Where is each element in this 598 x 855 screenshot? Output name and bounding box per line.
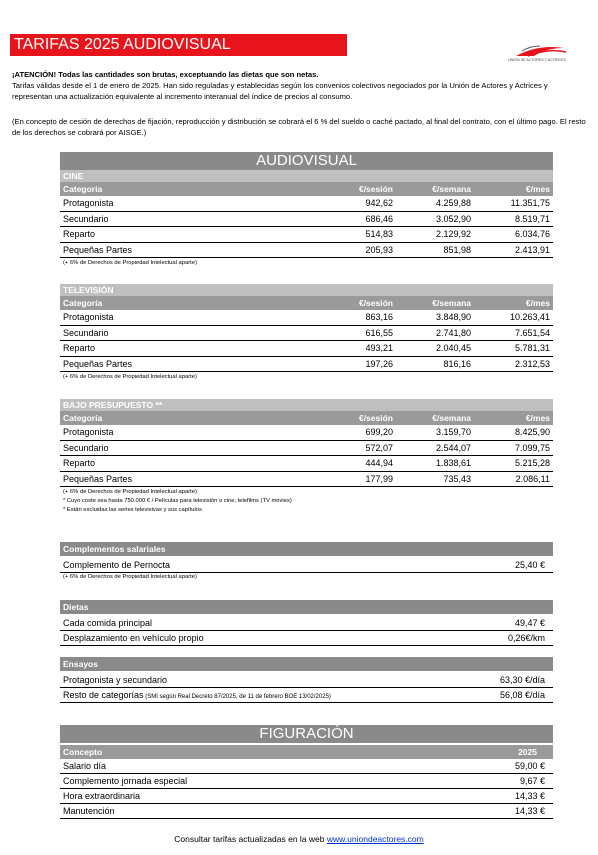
complement-label: Complemento de Pernocta	[63, 560, 171, 570]
complementos-note: (+ 6% de Derechos de Propiedad Intelectual aparte)	[63, 574, 197, 580]
page-title: TARIFAS 2025 AUDIOVISUAL	[10, 34, 347, 56]
validity-text: Tarifas válidas desde el 1 de enero de 2025. Han sido reguladas y establecidas según los convenios colectivos negociados por la Unión de Actores y Actrices y representan una actualización equivalente al incremento interanual del índice de precios al consumo.	[12, 81, 548, 101]
ensayo-value: 63,30 €/día	[499, 675, 545, 685]
ensayo-label	[60, 688, 455, 702]
rate-cell: 444,94	[365, 458, 393, 468]
rate-cell: 8.519,71	[514, 213, 550, 224]
rate-cell: 699,20	[365, 427, 393, 437]
col-header-cell: €/mes	[525, 184, 550, 194]
rate-table	[60, 170, 553, 268]
category-cell: Pequeñas Partes	[63, 473, 133, 484]
rate-cell: 2.086,11	[515, 473, 550, 484]
table-row	[60, 243, 553, 259]
category-cell: Secundario	[63, 213, 109, 224]
col-header-cell: €/semana	[432, 413, 471, 423]
category-cell: Reparto	[63, 343, 96, 353]
union-actores-logo	[508, 42, 570, 64]
rate-cell: 3.052,90	[435, 213, 471, 224]
rate-cell: 3.848,90	[435, 312, 471, 322]
table-row	[60, 212, 553, 228]
table-note: (+ 6% de Derechos de Propiedad Intelectual aparte)	[63, 489, 197, 495]
dieta-row	[60, 631, 553, 646]
complement-value: 25,40 €	[514, 560, 545, 570]
rate-cell: 1.838,61	[435, 458, 471, 468]
ensayo-value: 56,08 €/día	[499, 690, 545, 700]
rate-cell: 197,26	[365, 358, 393, 369]
rate-col-header	[60, 296, 553, 310]
footer-text: Consultar tarifas actualizadas en la web	[174, 834, 327, 844]
ensayo-label: Protagonista y secundario	[63, 675, 168, 685]
figuracion-row	[60, 789, 553, 804]
rate-table	[60, 284, 553, 382]
table-row	[60, 310, 553, 326]
rate-cell: 2.129,92	[435, 229, 471, 239]
dietas-section	[60, 600, 553, 646]
category-cell: Reparto	[63, 229, 96, 239]
rate-cell: 2.741,80	[435, 327, 471, 338]
rate-cell: 5.781,31	[514, 343, 550, 353]
col-header-cell: Categoría	[63, 184, 103, 194]
col-header-cell: Categoría	[63, 413, 103, 423]
fig-value: 59,00 €	[514, 761, 545, 771]
fig-value: 9,67 €	[519, 776, 545, 786]
figuracion-header: FIGURACIÓN	[60, 725, 553, 743]
col-header-cell: €/sesión	[358, 413, 393, 423]
rate-cell: 3.159,70	[435, 427, 471, 437]
rate-cell: 4.259,88	[435, 198, 471, 208]
fig-label: Manutención	[63, 806, 115, 816]
table-note: * Están excluidas las series televisivas y sus capítulos	[63, 507, 202, 513]
rate-cell: 10.263,41	[509, 312, 550, 322]
rate-cell: 572,07	[365, 442, 393, 453]
rate-table-title: CINE	[60, 170, 553, 182]
table-row	[60, 472, 553, 488]
col-concepto: Concepto	[63, 747, 103, 757]
table-row	[60, 456, 553, 472]
rate-cell: 7.651,54	[514, 327, 550, 338]
category-cell: Pequeñas Partes	[63, 244, 133, 255]
complementos-section	[60, 542, 553, 582]
dieta-label: Cada comida principal	[63, 618, 153, 628]
logo-text: UNIÓN DE ACTORES Y ACTRICES	[508, 58, 566, 62]
table-note: (+ 6% de Derechos de Propiedad Intelectual aparte)	[63, 260, 197, 266]
figuracion-col-header	[60, 745, 553, 759]
dieta-label: Desplazamiento en vehículo propio	[63, 633, 204, 643]
fig-value: 14,33 €	[514, 791, 545, 801]
dietas-header: Dietas	[60, 600, 553, 614]
rate-cell: 11.351,75	[510, 198, 550, 208]
category-cell: Reparto	[63, 458, 96, 468]
figuracion-row	[60, 804, 553, 819]
rate-cell: 177,99	[365, 473, 393, 484]
rate-table	[60, 399, 553, 515]
ensayo-label-small: (SMI según Real Decreto 87/2025, de 11 de febrero BOE 13/02/2025)	[143, 694, 331, 700]
ensayo-label-text: Resto de categorías	[63, 690, 144, 700]
table-row	[60, 227, 553, 243]
rate-cell: 2.544,07	[435, 442, 471, 453]
figuracion-table	[60, 745, 553, 819]
rate-table-title: BAJO PRESUPUESTO **	[60, 399, 553, 411]
rate-cell: 816,16	[443, 358, 471, 369]
rate-cell: 863,16	[365, 312, 393, 322]
table-row	[60, 196, 553, 212]
rate-cell: 8.425,90	[514, 427, 550, 437]
website-link[interactable]: www.uniondeactores.com	[326, 834, 424, 844]
figuracion-row	[60, 774, 553, 789]
rate-cell: 2.040,45	[435, 343, 471, 353]
ensayo-row	[60, 673, 553, 688]
rate-cell: 2.413,91	[514, 244, 550, 255]
rate-cell: 942,62	[365, 198, 393, 208]
table-row	[60, 326, 553, 342]
col-header-cell: €/mes	[525, 413, 550, 423]
rate-cell: 686,46	[365, 213, 393, 224]
dieta-value: 49,47 €	[514, 618, 545, 628]
col-header-cell: €/semana	[432, 298, 471, 308]
col-header-cell: €/mes	[525, 298, 550, 308]
col-header-cell: €/sesión	[358, 298, 393, 308]
category-cell: Protagonista	[63, 427, 114, 437]
category-cell: Secundario	[63, 327, 109, 338]
fig-label: Complemento jornada especial	[63, 776, 188, 786]
rate-cell: 493,21	[365, 343, 393, 353]
table-note: * Cuyo coste sea hasta 750.000 € / Películas para televisión o cine, telefilms (TV movies)	[63, 498, 292, 504]
complementos-header: Complementos salariales	[60, 542, 553, 556]
rate-cell: 735,43	[443, 473, 471, 484]
rate-col-header	[60, 182, 553, 196]
rate-table-title: TELEVISIÓN	[60, 284, 553, 296]
fig-label: Hora extraordinaria	[63, 791, 141, 801]
table-row	[60, 425, 553, 441]
dieta-value: 0,26€/km	[507, 633, 545, 643]
rate-cell: 851,98	[443, 244, 471, 255]
ensayos-section	[60, 657, 553, 703]
col-header-cell: €/semana	[432, 184, 471, 194]
figuracion-row	[60, 759, 553, 774]
col-header-cell: Categoría	[63, 298, 103, 308]
rate-cell: 6.034,76	[514, 229, 550, 239]
rate-cell: 514,83	[365, 229, 393, 239]
rate-cell: 7.099,75	[514, 442, 550, 453]
footer	[0, 834, 598, 844]
dieta-row	[60, 616, 553, 631]
rate-cell: 5.215,28	[514, 458, 550, 468]
ensayo-row	[60, 688, 553, 703]
category-cell: Protagonista	[63, 312, 114, 322]
table-row	[60, 441, 553, 457]
category-cell: Secundario	[63, 442, 109, 453]
table-row	[60, 341, 553, 357]
warning-text: ¡ATENCIÓN! Todas las cantidades son brutas, exceptuando las dietas que son netas.	[12, 70, 319, 79]
ensayos-header: Ensayos	[60, 657, 553, 671]
category-cell: Pequeñas Partes	[63, 358, 133, 369]
rate-cell: 616,55	[365, 327, 393, 338]
table-row	[60, 357, 553, 373]
audiovisual-header: AUDIOVISUAL	[60, 152, 553, 170]
fig-label: Salario día	[63, 761, 107, 771]
rate-col-header	[60, 411, 553, 425]
col-header-cell: €/sesión	[358, 184, 393, 194]
table-note: (+ 6% de Derechos de Propiedad Intelectual aparte)	[63, 374, 197, 380]
rights-text: (En concepto de cesión de derechos de fijación, reproducción y distribución se cobrará el 6 % del sueldo o caché pactado, al final del contrato, con el último pago. El resto de los derechos se cobrará por AISGE.)	[12, 117, 586, 137]
fig-value: 14,33 €	[514, 806, 545, 816]
col-year: 2025	[518, 747, 537, 757]
complement-row	[60, 558, 553, 573]
category-cell: Protagonista	[63, 198, 114, 208]
rate-cell: 2.312,53	[514, 358, 550, 369]
rate-cell: 205,93	[365, 244, 393, 255]
